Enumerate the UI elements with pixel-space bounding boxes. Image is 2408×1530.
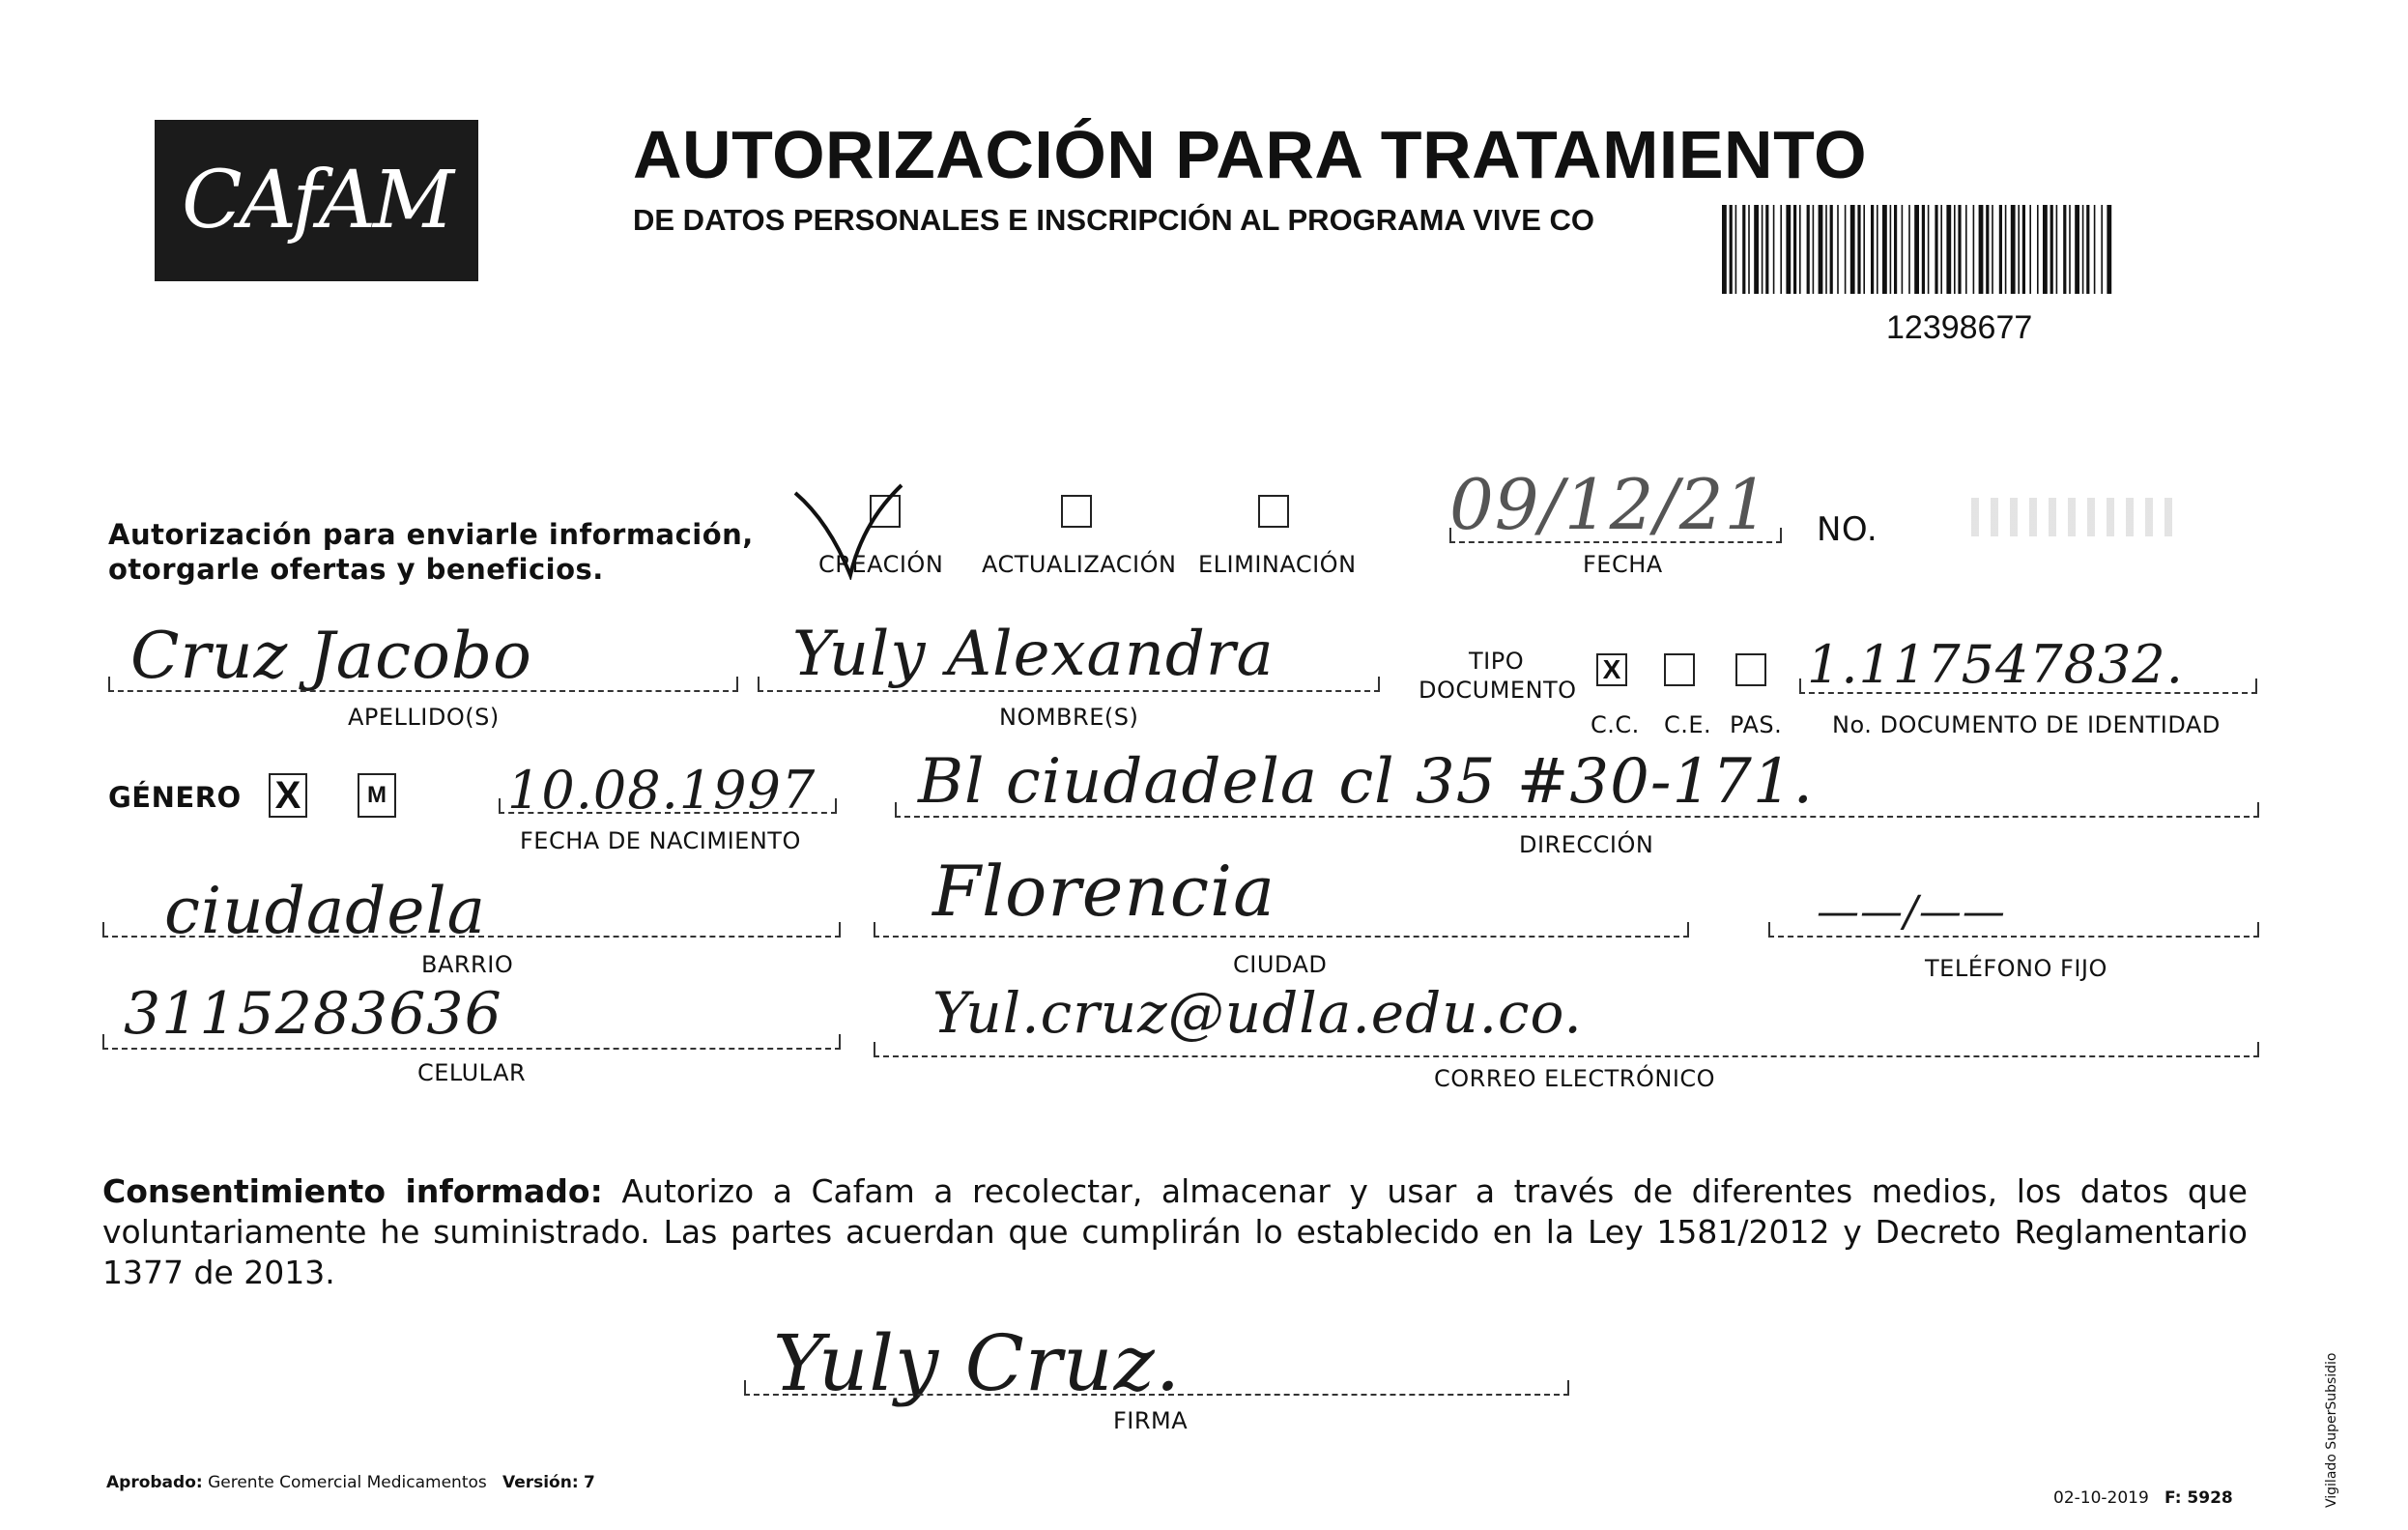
eliminacion-label: ELIMINACIÓN [1198, 551, 1357, 578]
fecha-line [1449, 528, 1782, 543]
aprobado-label: Aprobado: [106, 1473, 203, 1492]
doc-ce-checkbox[interactable] [1664, 653, 1695, 686]
fecha-nacimiento-line [499, 798, 837, 814]
consent-heading: Consentimiento informado: [102, 1172, 603, 1210]
direccion-line [895, 802, 2259, 818]
fecha-nacimiento-label: FECHA DE NACIMIENTO [520, 827, 801, 854]
doc-cc-checkbox[interactable]: X [1596, 653, 1627, 686]
doc-pas-checkbox[interactable] [1735, 653, 1766, 686]
nombres-label: NOMBRE(S) [999, 704, 1139, 731]
apellidos-line [108, 677, 738, 692]
ciudad-line [874, 922, 1689, 938]
telefono-fijo-label: TELÉFONO FIJO [1925, 955, 2107, 982]
apellidos-label: APELLIDO(S) [348, 704, 500, 731]
fecha-nacimiento-value[interactable]: 10.08.1997 [507, 760, 817, 821]
correo-value[interactable]: Yul.cruz@udla.edu.co. [932, 980, 1583, 1046]
barrio-value[interactable]: ciudadela [164, 874, 486, 948]
ciudad-value[interactable]: Florencia [932, 851, 1276, 932]
celular-line [102, 1034, 841, 1050]
footer-codes [2053, 1488, 2233, 1508]
actualizacion-label: ACTUALIZACIÓN [982, 551, 1177, 578]
doc-ce-label: C.E. [1664, 711, 1712, 738]
signature-value[interactable]: Yuly Cruz. [773, 1318, 1182, 1408]
telefono-fijo-line [1768, 922, 2259, 938]
doc-number-line [1799, 678, 2257, 694]
fecha-value[interactable]: 09/12/21 [1449, 464, 1770, 545]
signature-line [744, 1380, 1569, 1396]
barcode-image [1722, 205, 2118, 294]
actualizacion-checkbox[interactable] [1061, 495, 1092, 528]
genero-f-checkbox[interactable]: X [269, 773, 307, 818]
barrio-label: BARRIO [421, 951, 514, 978]
direccion-label: DIRECCIÓN [1519, 831, 1654, 858]
consent-body: Autorizo a Cafam a recolectar, almacenar y usar a través de diferentes medios, los datos que voluntariamente he suministrado. Las partes acuerdan que cumplirán lo establecido en la Ley 1581/2012 y Decreto Reglamentario 1377 de 2013. [102, 1172, 2248, 1291]
authorization-text-line2: otorgarle ofertas y beneficios. [108, 553, 604, 586]
consent-paragraph [102, 1171, 2248, 1293]
form-title: AUTORIZACIÓN PARA TRATAMIENTO [633, 117, 1868, 192]
correo-line [874, 1042, 2259, 1057]
eliminacion-checkbox[interactable] [1258, 495, 1289, 528]
version-value: 7 [584, 1473, 595, 1492]
doc-number-label: No. DOCUMENTO DE IDENTIDAD [1832, 711, 2221, 738]
celular-label: CELULAR [417, 1059, 527, 1086]
direccion-value[interactable]: Bl ciudadela cl 35 #30-171. [918, 746, 1814, 818]
genero-label: GÉNERO [108, 781, 242, 814]
version-label: Versión: [502, 1473, 579, 1492]
barrio-line [102, 922, 841, 938]
doc-number-value[interactable]: 1.117547832. [1807, 634, 2184, 695]
authorization-text-line1: Autorización para enviarle información, [108, 518, 754, 551]
barcode-number: 12398677 [1886, 309, 2033, 346]
faded-number-stamp [1971, 498, 2174, 536]
ciudad-label: CIUDAD [1233, 951, 1328, 978]
nombres-value[interactable]: Yuly Alexandra [792, 619, 1275, 690]
genero-m-checkbox[interactable]: M [358, 773, 396, 818]
aprobado-value: Gerente Comercial Medicamentos [208, 1473, 487, 1492]
telefono-fijo-value[interactable]: ——/—— [1817, 887, 2006, 937]
correo-label: CORREO ELECTRÓNICO [1434, 1065, 1716, 1092]
doc-pas-label: PAS. [1730, 711, 1783, 738]
cafam-logo: CAfAM [155, 120, 478, 281]
nombres-line [758, 677, 1380, 692]
footer-aprobado [106, 1473, 595, 1492]
date-code: 02-10-2019 [2053, 1488, 2149, 1508]
vigilado-vertical-text: Vigilado SuperSubsidio [2324, 1352, 2339, 1508]
tipo-documento-label-1: TIPO [1469, 648, 1525, 675]
fecha-label: FECHA [1583, 551, 1663, 578]
doc-cc-label: C.C. [1591, 711, 1640, 738]
form-subtitle: DE DATOS PERSONALES E INSCRIPCIÓN AL PROGRAMA VIVE CO [633, 203, 1594, 237]
tipo-documento-label-2: DOCUMENTO [1419, 677, 1577, 704]
no-label: NO. [1817, 510, 1878, 549]
creacion-label: CREACIÓN [818, 551, 944, 578]
signature-label: FIRMA [1113, 1407, 1189, 1434]
form-code: F: 5928 [2164, 1488, 2233, 1508]
apellidos-value[interactable]: Cruz Jacobo [130, 619, 532, 693]
celular-value[interactable]: 3115283636 [124, 980, 502, 1048]
